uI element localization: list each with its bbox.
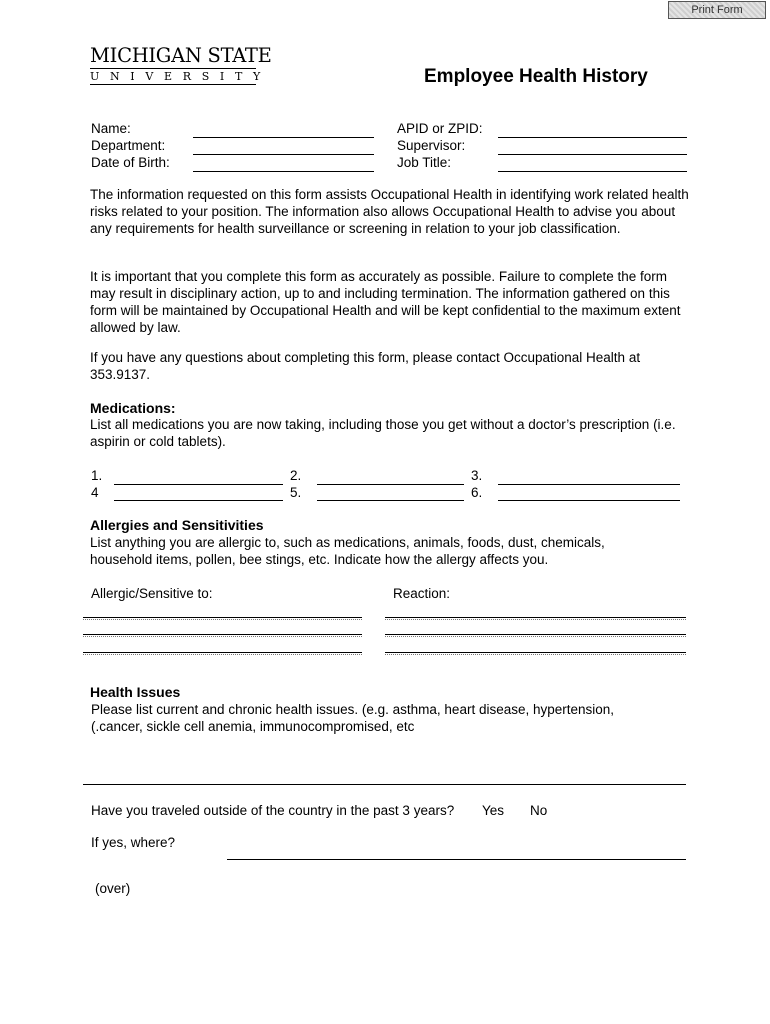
medication-field-5[interactable]	[317, 500, 464, 501]
over-note: (over)	[95, 881, 131, 896]
medication-label-3: 3.	[471, 468, 483, 483]
intro-paragraph-3: If you have any questions about completing this form, please contact Occupational Health at 353.9137.	[90, 350, 641, 382]
medication-label-1: 1.	[91, 468, 103, 483]
form-title: Employee Health History	[424, 66, 648, 87]
intro-paragraph-2: It is important that you complete this form as accurately as possible. Failure to complete the form may result in disciplinary action, up to and including termination. The information gathered on this form will be maintained by Occupational Health and will be kept confidential to the maximum extent allowed by law.	[90, 269, 681, 335]
medication-field-4[interactable]	[114, 500, 283, 501]
medication-label-4: 4	[91, 485, 99, 500]
health-issues-field[interactable]	[83, 784, 686, 785]
intro-paragraph-1: The information requested on this form assists Occupational Health in identifying work related health risks related to your position. The information also allows Occupational Health to advise you about any requirements for health surveillance or screening in relation to your job classification.	[90, 187, 689, 236]
allergies-heading: Allergies and Sensitivities	[90, 517, 264, 533]
name-label: Name:	[91, 121, 131, 136]
job-title-label: Job Title:	[397, 155, 452, 170]
dob-field[interactable]	[193, 171, 374, 172]
department-label: Department:	[91, 138, 166, 153]
job-title-field[interactable]	[498, 171, 687, 172]
allergic-to-label: Allergic/Sensitive to:	[91, 586, 213, 601]
medication-label-5: 5.	[290, 485, 302, 500]
travel-question: Have you traveled outside of the country in the past 3 years?	[91, 803, 455, 818]
department-field[interactable]	[193, 154, 374, 155]
allergies-instructions: List anything you are allergic to, such as medications, animals, foods, dust, chemicals, household items, pollen, bee stings, etc. Indicate how the allergy affects you.	[90, 535, 605, 567]
name-field[interactable]	[193, 137, 374, 138]
medication-field-3[interactable]	[498, 484, 680, 485]
medication-field-6[interactable]	[498, 500, 680, 501]
apid-label: APID or ZPID:	[397, 121, 483, 136]
print-form-button[interactable]: Print Form	[668, 1, 766, 19]
allergy-field-2[interactable]	[83, 634, 362, 635]
medication-label-6: 6.	[471, 485, 483, 500]
supervisor-label: Supervisor:	[397, 138, 466, 153]
reaction-field-3[interactable]	[385, 652, 686, 653]
msu-logo	[90, 44, 272, 85]
medications-heading: Medications:	[90, 400, 176, 416]
logo-line-2: UNIVERSITY	[90, 70, 271, 83]
dob-label: Date of Birth:	[91, 155, 170, 170]
medication-field-2[interactable]	[317, 484, 464, 485]
health-issues-heading: Health Issues	[90, 684, 181, 700]
travel-where-field[interactable]	[227, 859, 686, 860]
medications-instructions: List all medications you are now taking, including those you get without a doctor’s prescription (i.e. aspirin or cold tablets).	[90, 417, 676, 449]
reaction-field-1[interactable]	[385, 617, 686, 618]
health-issues-line-2: (.cancer, sickle cell anemia, immunocompromised, etc	[91, 719, 415, 734]
supervisor-field[interactable]	[498, 154, 687, 155]
allergy-field-1[interactable]	[83, 617, 362, 618]
travel-where-label: If yes, where?	[91, 835, 176, 850]
reaction-label: Reaction:	[393, 586, 451, 601]
travel-yes-option[interactable]: Yes	[482, 803, 505, 818]
health-issues-line-1: Please list current and chronic health issues. (e.g. asthma, heart disease, hypertension,	[91, 702, 615, 717]
allergy-field-3[interactable]	[83, 652, 362, 653]
logo-line-1: MICHIGAN STATE	[90, 44, 272, 67]
travel-no-option[interactable]: No	[530, 803, 548, 818]
apid-field[interactable]	[498, 137, 687, 138]
reaction-field-2[interactable]	[385, 634, 686, 635]
medication-field-1[interactable]	[114, 484, 283, 485]
medication-label-2: 2.	[290, 468, 302, 483]
